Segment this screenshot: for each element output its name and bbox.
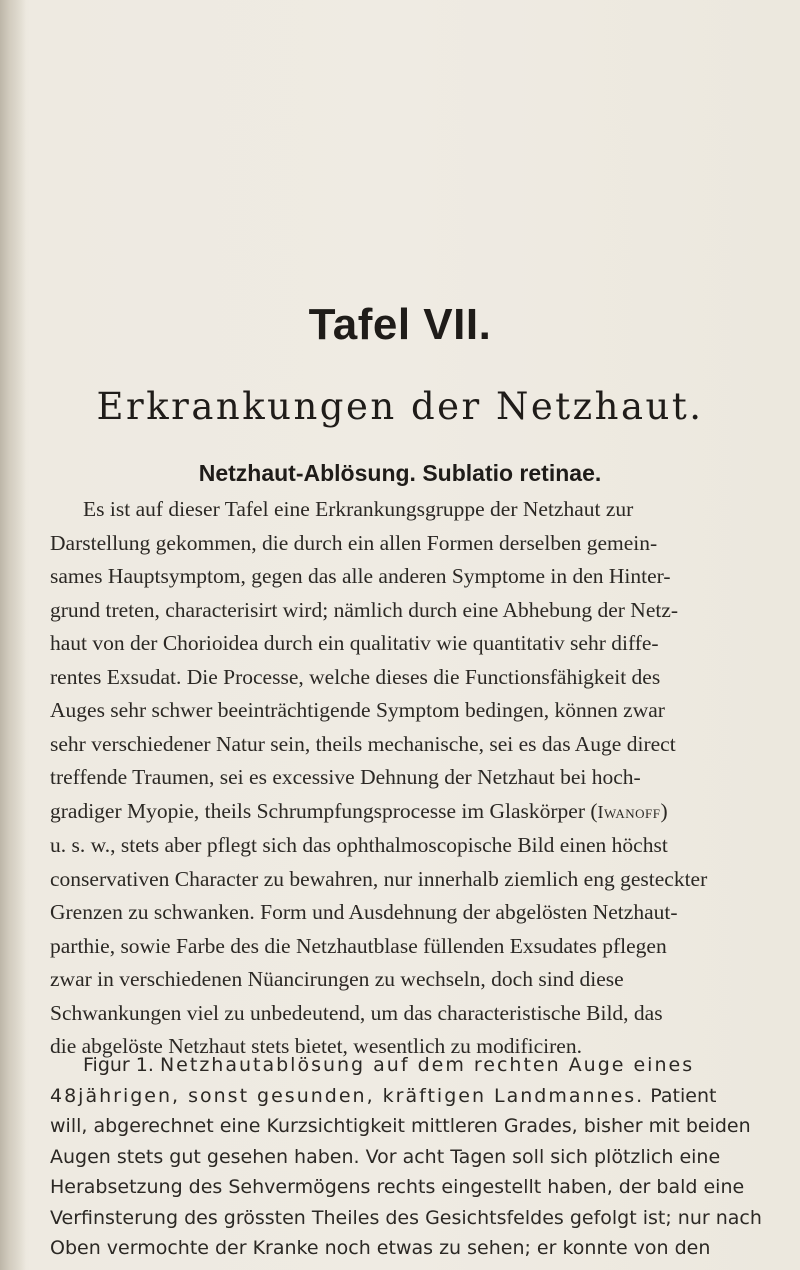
text-line: Darstellung gekommen, die durch ein allen Formen derselben gemein- xyxy=(50,530,658,555)
text-line: Herabsetzung des Sehvermögens rechts eingestellt haben, der bald eine xyxy=(50,1176,745,1198)
text-line xyxy=(50,1081,785,1112)
text-line: grund treten, characterisirt wird; nämlich durch eine Abhebung der Netz- xyxy=(50,597,679,622)
text-line: Augen stets gut gesehen haben. Vor acht Tagen soll sich plötzlich eine xyxy=(50,1145,721,1168)
paragraph-intro xyxy=(50,493,785,1064)
binding-shadow xyxy=(0,0,26,1270)
text-line xyxy=(50,795,785,830)
citation-name: Iwanoff xyxy=(597,801,661,822)
text-line: Es ist auf dieser Tafel eine Erkrankungsgruppe der Netzhaut zur xyxy=(83,497,634,521)
text-line: will, abgerechnet eine Kurzsichtigkeit mittleren Grades, bisher mit beiden xyxy=(50,1115,751,1137)
text-line: u. s. w., stets aber pflegt sich das ophthalmoscopische Bild einen höchst xyxy=(50,833,668,857)
text-segment: Patient xyxy=(650,1084,717,1107)
text-segment: ) xyxy=(660,798,668,823)
text-line: haut von der Chorioidea durch ein qualitativ wie quantitativ sehr diffe- xyxy=(50,631,659,655)
text-line: rentes Exsudat. Die Processe, welche dieses die Functionsfähigkeit des xyxy=(50,664,661,689)
chapter-title: Erkrankungen der Netzhaut. xyxy=(96,385,704,428)
text-line: Oben vermochte der Kranke noch etwas zu sehen; er konnte von den xyxy=(50,1237,711,1259)
text-line: Schwankungen viel zu unbedeutend, um das characteristische Bild, das xyxy=(50,1000,663,1025)
text-line: Grenzen zu schwanken. Form und Ausdehnung der abgelösten Netzhaut- xyxy=(50,900,678,924)
text-segment: 48jährigen, sonst gesunden, kräftigen Landmannes. xyxy=(50,1084,645,1107)
text-line: parthie, sowie Farbe des die Netzhautblase füllenden Exsudates pflegen xyxy=(50,933,667,958)
text-line: die abgelöste Netzhaut stets bietet, wesentlich zu modificiren. xyxy=(50,1034,582,1058)
text-segment: gradiger Myopie, theils Schrumpfungsprocesse im Glaskörper ( xyxy=(50,798,598,823)
text-line: treffende Traumen, sei es excessive Dehnung der Netzhaut bei hoch- xyxy=(50,765,641,789)
text-line: sames Hauptsymptom, gegen das alle anderen Symptome in den Hinter- xyxy=(50,564,671,588)
paragraph-figure-1 xyxy=(50,1050,785,1264)
text-line: sehr verschiedener Natur sein, theils mechanische, sei es das Auge direct xyxy=(50,731,676,756)
figure-label: Figur 1. xyxy=(83,1054,154,1076)
text-line xyxy=(50,1050,785,1081)
text-line: Auges sehr schwer beeinträchtigende Symptom bedingen, können zwar xyxy=(50,698,665,722)
text-line: conservativen Character zu bewahren, nur innerhalb ziemlich eng gesteckter xyxy=(50,866,708,891)
text-line: zwar in verschiedenen Nüancirungen zu wechseln, doch sind diese xyxy=(50,967,624,991)
text-line: Verfinsterung des grössten Theiles des Gesichtsfeldes gefolgt ist; nur nach xyxy=(50,1206,762,1229)
text-segment: Netzhautablösung auf dem rechten Auge eines xyxy=(159,1054,695,1076)
section-heading: Netzhaut-Ablösung. Sublatio retinae. xyxy=(198,460,602,486)
plate-title: Tafel VII. xyxy=(308,300,492,349)
